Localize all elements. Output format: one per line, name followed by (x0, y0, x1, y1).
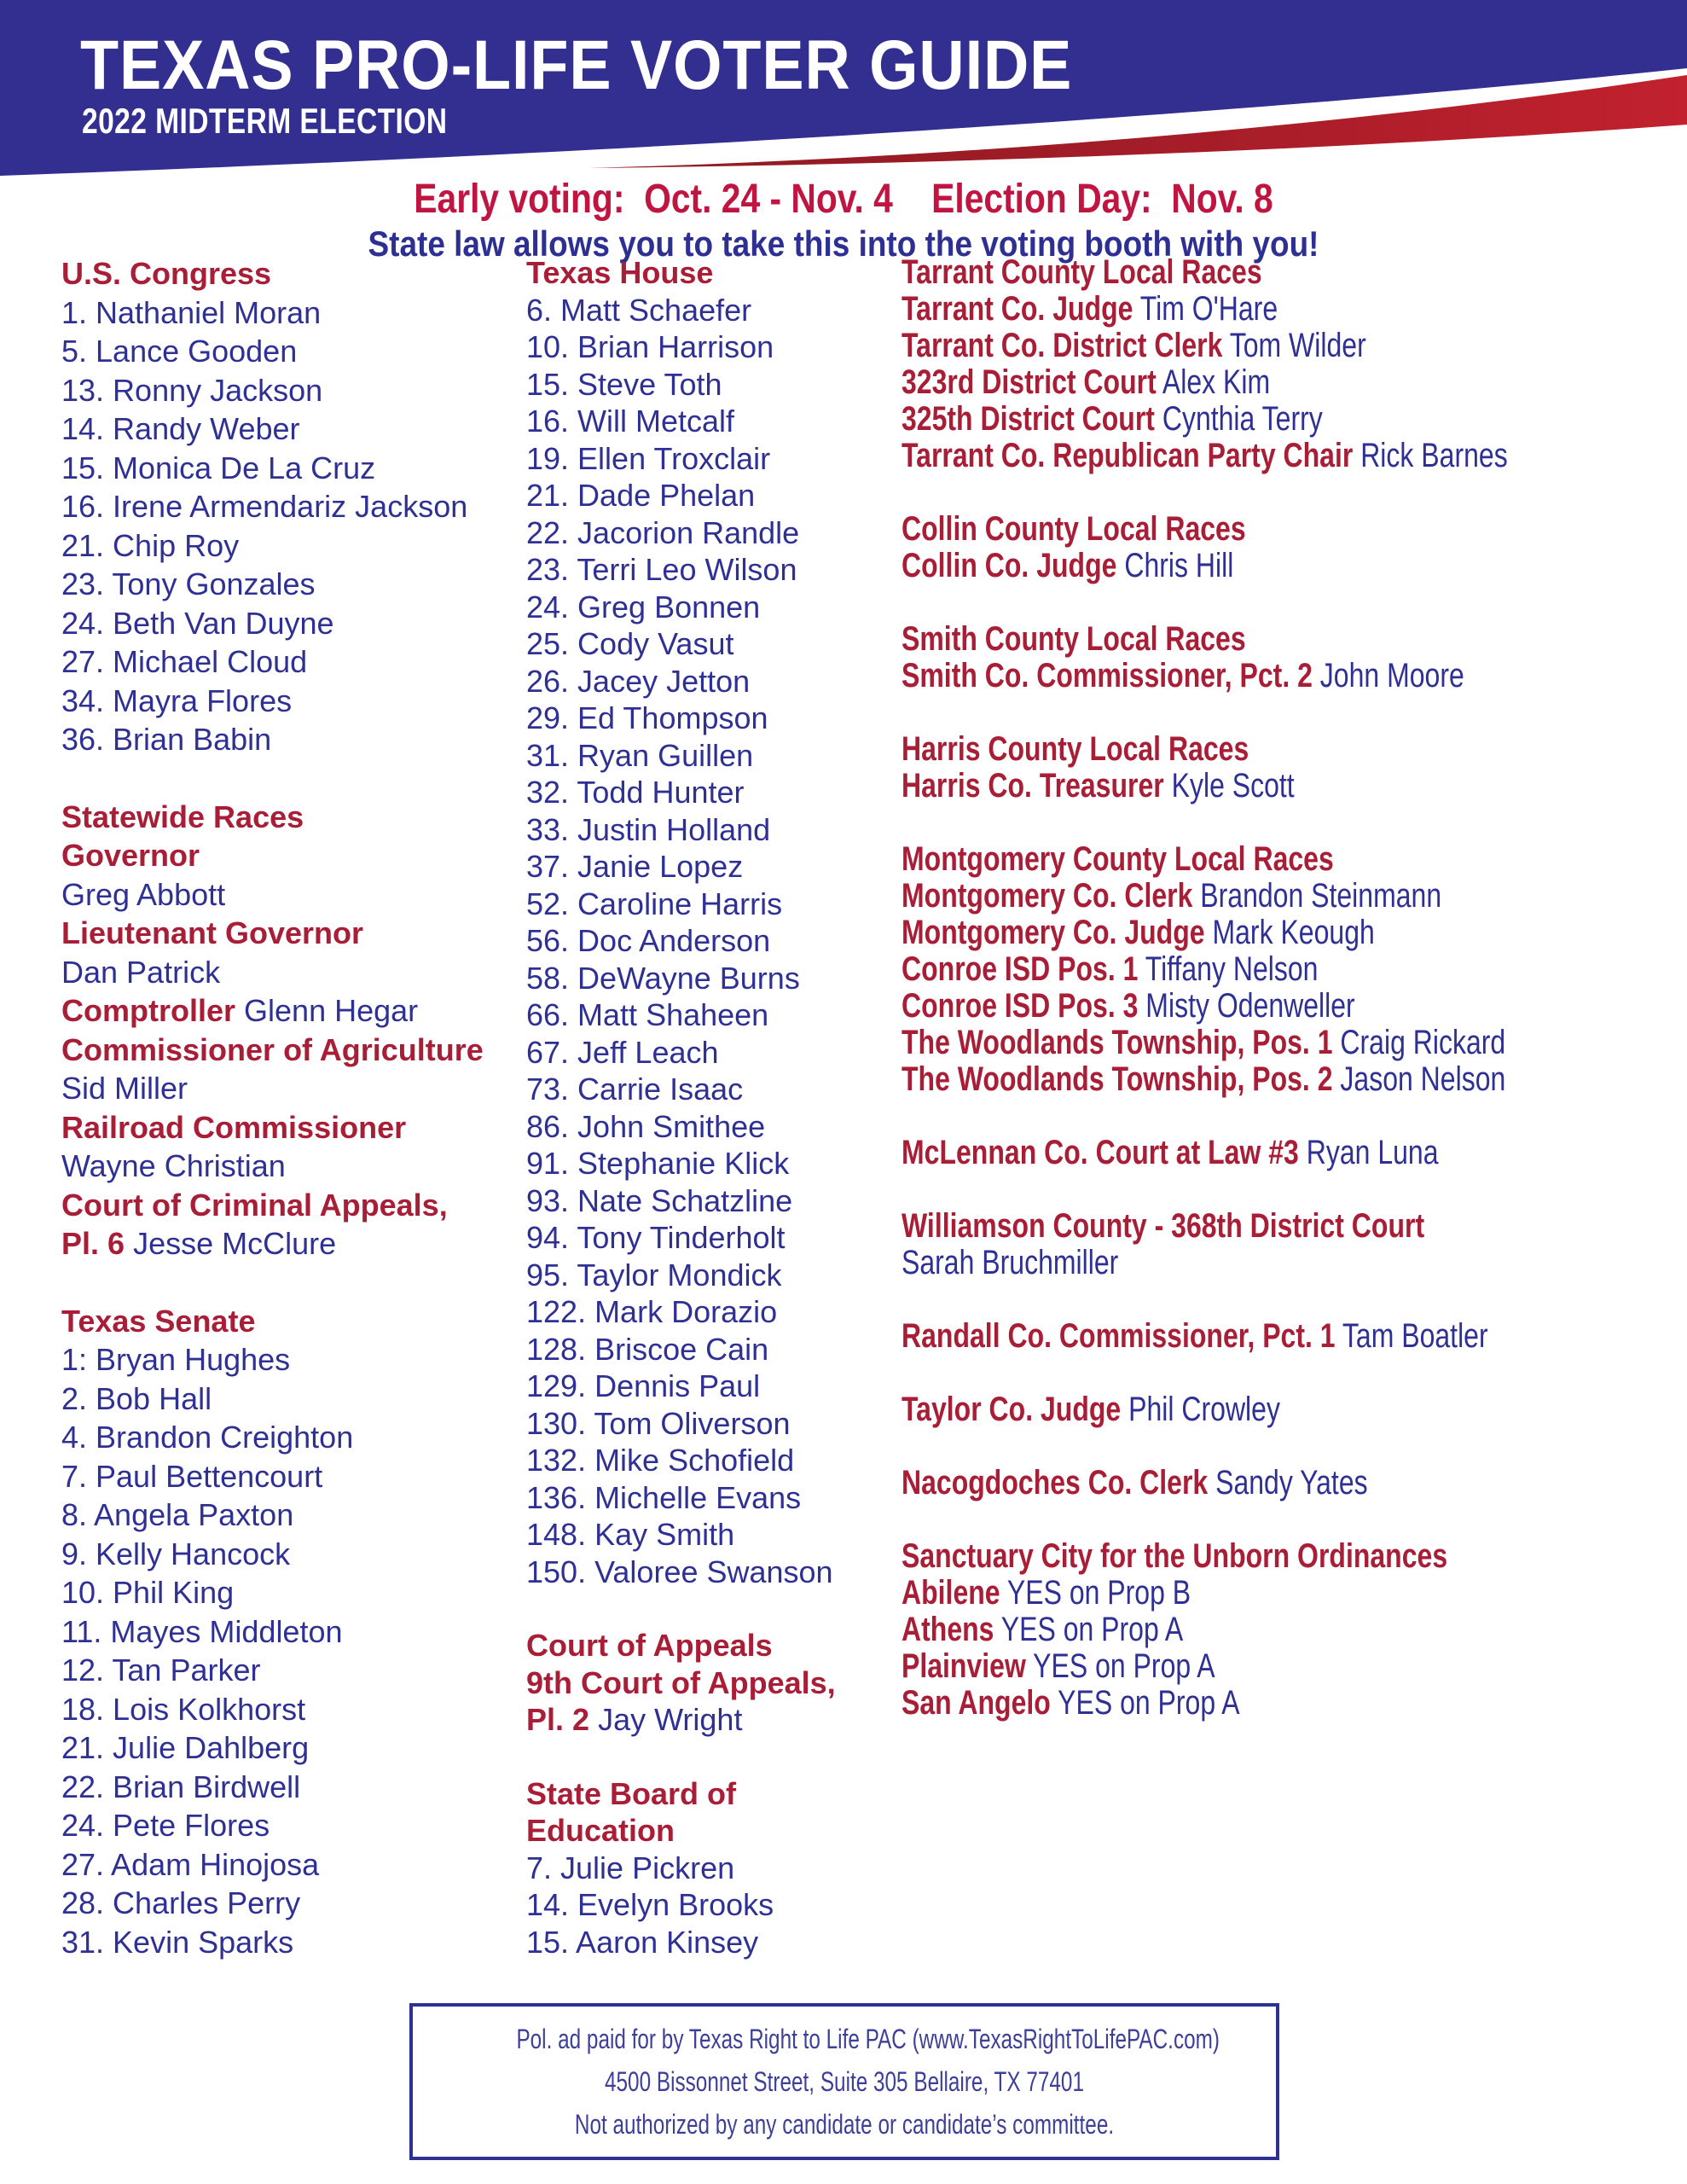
candidate-name: Tiffany Nelson (1145, 950, 1319, 988)
column-spacer (901, 1098, 1508, 1135)
guide-line (61, 1302, 484, 1341)
candidate-name: 32. Todd Hunter (526, 775, 745, 810)
candidate-name: 148. Kay Smith (526, 1517, 735, 1552)
guide-line (901, 658, 1508, 694)
guide-line (526, 1405, 836, 1443)
candidate-name: YES on Prop A (1000, 1611, 1184, 1648)
guide-line (901, 621, 1508, 658)
race-label: Montgomery Co. Clerk (901, 877, 1193, 915)
guide-line (526, 1479, 836, 1517)
candidate-name: 21. Chip Roy (61, 527, 240, 563)
race-label: 325th District Court (901, 400, 1155, 438)
race-label: Sanctuary City for the Unborn Ordinances (901, 1537, 1448, 1575)
race-label: Texas Senate (61, 1303, 256, 1339)
candidate-name: 150. Valoree Swanson (526, 1554, 833, 1589)
guide-line (61, 1690, 484, 1729)
guide-line (901, 1538, 1508, 1575)
candidate-name: Mark Keough (1212, 914, 1375, 951)
guide-line (61, 332, 484, 371)
guide-line (526, 403, 836, 440)
candidate-name: Sid Miller (61, 1071, 188, 1106)
candidate-name: 31. Ryan Guillen (526, 737, 754, 773)
guide-line (526, 1034, 836, 1072)
guide-line (901, 511, 1508, 548)
candidate-name: 9. Kelly Hancock (61, 1536, 291, 1571)
guide-line (61, 487, 484, 526)
guide-line (526, 1145, 836, 1182)
candidate-name: YES on Prop B (1006, 1574, 1191, 1612)
guide-line (901, 841, 1508, 878)
guide-line (61, 1031, 484, 1070)
candidate-name: Alex Kim (1162, 363, 1271, 401)
race-label: Abilene (901, 1574, 1000, 1612)
candidate-name: 27. Adam Hinojosa (61, 1846, 320, 1882)
guide-line (526, 1554, 836, 1591)
candidate-name: 52. Caroline Harris (526, 886, 783, 921)
guide-line (61, 1612, 484, 1652)
candidate-name: YES on Prop A (1033, 1647, 1215, 1685)
candidate-name: 22. Jacorion Randle (526, 514, 800, 550)
guide-line (61, 914, 484, 953)
candidate-name: Cynthia Terry (1162, 400, 1323, 438)
guide-line (61, 1768, 484, 1807)
candidate-name: Wayne Christian (61, 1148, 286, 1183)
race-label: Nacogdoches Co. Clerk (901, 1464, 1209, 1502)
guide-line (526, 1108, 836, 1146)
candidate-name: 21. Julie Dahlberg (61, 1730, 310, 1765)
candidate-name: Tom Wilder (1229, 327, 1366, 364)
guide-line (526, 1516, 836, 1554)
candidate-name: 33. Justin Holland (526, 811, 771, 847)
candidate-name: 13. Ronny Jackson (61, 372, 323, 408)
race-label: Tarrant County Local Races (901, 253, 1262, 291)
candidate-name: 37. Janie Lopez (526, 849, 744, 884)
candidate-name: 14. Randy Weber (61, 411, 300, 446)
guide-line (61, 875, 484, 915)
guide-line (901, 1612, 1508, 1648)
guide-line (61, 1457, 484, 1496)
guide-line (61, 1923, 484, 1962)
candidate-name: 93. Nate Schatzline (526, 1182, 793, 1218)
race-label: Montgomery Co. Judge (901, 914, 1205, 951)
guide-line (61, 604, 484, 643)
candidate-name: 34. Mayra Flores (61, 682, 293, 718)
candidate-name: John Moore (1319, 657, 1464, 694)
race-label: Smith County Local Races (901, 620, 1246, 658)
candidate-name: Jay Wright (598, 1702, 743, 1737)
candidate-name: Rick Barnes (1360, 437, 1508, 474)
race-label: State Board of (526, 1775, 737, 1811)
guide-line (61, 682, 484, 721)
candidate-name: Glenn Hegar (244, 993, 419, 1028)
race-label: McLennan Co. Court at Law #3 (901, 1134, 1299, 1171)
column-middle (526, 254, 836, 1960)
guide-line (526, 1071, 836, 1108)
guide-line (526, 886, 836, 923)
race-label: Montgomery County Local Races (901, 840, 1334, 878)
column-right (901, 254, 1659, 1722)
guide-line (61, 293, 484, 333)
guide-line (901, 1648, 1508, 1685)
race-label: Tarrant Co. Republican Party Chair (901, 437, 1354, 474)
candidate-name: Greg Abbott (61, 876, 226, 912)
column-spacer (901, 584, 1508, 621)
race-label: U.S. Congress (61, 256, 272, 291)
candidate-name: 129. Dennis Paul (526, 1368, 761, 1403)
guide-line (901, 1135, 1508, 1171)
disclaimer-line-1: Pol. ad paid for by Texas Right to Life PAC (www.TexasRightToLifePAC.com) (516, 2023, 1220, 2054)
candidate-name: 10. Phil King (61, 1575, 235, 1610)
disclaimer-box (409, 2003, 1279, 2160)
column-spacer (901, 1355, 1508, 1391)
guide-line (526, 589, 836, 626)
candidate-name: 91. Stephanie Klick (526, 1146, 790, 1181)
guide-line (61, 1108, 484, 1147)
candidate-name: 122. Mark Dorazio (526, 1294, 778, 1329)
candidate-name: 58. DeWayne Burns (526, 960, 800, 996)
guide-line (526, 1812, 836, 1850)
guide-line (901, 1208, 1508, 1245)
guide-line (61, 720, 484, 759)
race-label: Tarrant Co. Judge (901, 290, 1133, 328)
race-label: 9th Court of Appeals, (526, 1664, 836, 1700)
race-label: 323rd District Court (901, 363, 1157, 401)
guide-line (901, 1025, 1508, 1061)
candidate-name: 16. Irene Armendariz Jackson (61, 489, 468, 524)
candidate-name: 24. Beth Van Duyne (61, 605, 334, 641)
guide-line (61, 1535, 484, 1574)
guide-line (526, 1368, 836, 1405)
race-label: Tarrant Co. District Clerk (901, 327, 1223, 364)
guide-line (526, 960, 836, 997)
guide-line (61, 1186, 484, 1225)
race-label: Commissioner of Agriculture (61, 1031, 484, 1067)
candidate-name: Brandon Steinmann (1200, 877, 1442, 915)
guide-line (526, 514, 836, 552)
voting-booth-note: State law allows you to take this into the voting booth with you! (368, 224, 1319, 264)
guide-line (61, 565, 484, 604)
candidate-name: 11. Mayes Middleton (61, 1613, 343, 1649)
guide-line (526, 996, 836, 1034)
candidate-name: 67. Jeff Leach (526, 1034, 719, 1070)
candidate-name: 56. Doc Anderson (526, 923, 771, 958)
candidate-name: Tim O'Hare (1139, 290, 1278, 328)
candidate-name: 12. Tan Parker (61, 1653, 261, 1687)
guide-line (61, 798, 484, 837)
candidate-name: 14. Evelyn Brooks (526, 1887, 774, 1922)
race-label: Lieutenant Governor (61, 915, 364, 950)
guide-line (61, 371, 484, 410)
column-spacer (901, 1502, 1508, 1538)
guide-line (526, 1886, 836, 1924)
column-left (61, 254, 484, 1961)
candidate-name: 7. Julie Pickren (526, 1850, 735, 1885)
candidate-name: 18. Lois Kolkhorst (61, 1691, 306, 1727)
race-label: Governor (61, 838, 200, 873)
voting-dates-line: Early voting: Oct. 24 - Nov. 4 Election Day: Nov. 8 (414, 177, 1273, 222)
guide-line (61, 953, 484, 992)
guide-line (526, 663, 836, 700)
guide-line (526, 848, 836, 886)
guide-line (61, 1573, 484, 1612)
candidate-name: Ryan Luna (1306, 1134, 1439, 1171)
candidate-name: 1. Nathaniel Moran (61, 294, 322, 330)
guide-line (901, 548, 1508, 584)
guide-line (526, 1293, 836, 1331)
guide-line (526, 1627, 836, 1664)
race-label: Harris County Local Races (901, 730, 1249, 768)
candidate-name: 22. Brian Birdwell (61, 1769, 301, 1804)
candidate-name: 29. Ed Thompson (526, 700, 768, 735)
guide-line (526, 1664, 836, 1702)
guide-line (526, 1924, 836, 1961)
column-spacer (901, 694, 1508, 731)
guide-line (526, 737, 836, 775)
guide-line (61, 1496, 484, 1535)
guide-line (61, 836, 484, 875)
guide-line (901, 438, 1508, 474)
candidate-name: 25. Cody Vasut (526, 626, 734, 661)
guide-line (61, 1340, 484, 1380)
candidate-name: 86. John Smithee (526, 1108, 766, 1144)
race-label: Education (526, 1813, 675, 1848)
guide-line (61, 1884, 484, 1923)
column-spacer (61, 759, 484, 798)
candidate-name: Chris Hill (1124, 547, 1234, 584)
candidate-name: 15. Aaron Kinsey (526, 1924, 759, 1960)
race-label: Pl. 2 (526, 1702, 590, 1737)
candidate-name: 6. Matt Schaefer (526, 292, 752, 328)
candidate-name: 19. Ellen Troxclair (526, 440, 771, 476)
guide-line (901, 878, 1508, 915)
candidate-name: 4. Brandon Creighton (61, 1420, 354, 1455)
guide-line (526, 254, 836, 292)
race-label: Texas House (526, 255, 714, 290)
guide-line (901, 1391, 1508, 1428)
guide-line (526, 1219, 836, 1257)
candidate-name: Jesse McClure (133, 1226, 337, 1261)
candidate-name: 7. Paul Bettencourt (61, 1458, 323, 1494)
guide-line (901, 1575, 1508, 1612)
guide-line (901, 768, 1508, 804)
race-label: Railroad Commissioner (61, 1109, 407, 1145)
guide-line (901, 1318, 1508, 1355)
candidate-name: 130. Tom Oliverson (526, 1405, 791, 1441)
guide-line (61, 1728, 484, 1768)
guide-line (901, 988, 1508, 1025)
guide-line (61, 1069, 484, 1108)
header-banner (0, 0, 1687, 181)
race-label: Comptroller (61, 993, 236, 1028)
guide-line (901, 328, 1508, 364)
race-label: Pl. 6 (61, 1226, 125, 1261)
guide-line (526, 1850, 836, 1887)
candidate-name: Kyle Scott (1171, 767, 1295, 804)
guide-line (526, 774, 836, 811)
race-label: Collin County Local Races (901, 510, 1246, 548)
race-label: Athens (901, 1611, 994, 1648)
candidate-name: 31. Kevin Sparks (61, 1924, 294, 1960)
candidate-name: 23. Tony Gonzales (61, 566, 316, 601)
candidate-name: Craig Rickard (1340, 1024, 1506, 1061)
guide-line (526, 1442, 836, 1479)
race-label: The Woodlands Township, Pos. 1 (901, 1024, 1333, 1061)
candidate-name: 136. Michelle Evans (526, 1479, 802, 1515)
column-spacer (901, 1171, 1508, 1208)
race-label: Statewide Races (61, 799, 304, 834)
race-label: Collin Co. Judge (901, 547, 1117, 584)
candidate-name: 94. Tony Tinderholt (526, 1220, 786, 1255)
column-spacer (901, 804, 1508, 841)
guide-line (61, 1418, 484, 1457)
guide-line (901, 291, 1508, 328)
candidate-name: 36. Brian Babin (61, 722, 272, 757)
guide-line (526, 1331, 836, 1368)
guide-line (526, 477, 836, 514)
race-label: Randall Co. Commissioner, Pct. 1 (901, 1317, 1336, 1355)
candidate-name: 95. Taylor Mondick (526, 1257, 782, 1292)
guide-line (526, 551, 836, 589)
guide-line (526, 1257, 836, 1294)
guide-line (61, 254, 484, 293)
guide-line (526, 1182, 836, 1220)
candidate-name: 66. Matt Shaheen (526, 997, 769, 1032)
guide-line (526, 811, 836, 849)
guide-line (901, 1685, 1508, 1722)
candidate-name: 15. Monica De La Cruz (61, 450, 376, 485)
guide-line (61, 449, 484, 488)
guide-line (61, 642, 484, 682)
column-spacer (526, 1739, 836, 1775)
candidate-name: Sandy Yates (1215, 1464, 1368, 1502)
guide-line (526, 1775, 836, 1813)
guide-line (61, 1845, 484, 1885)
page-subtitle: 2022 MIDTERM ELECTION (82, 101, 448, 141)
race-label: Taylor Co. Judge (901, 1391, 1122, 1428)
candidate-name: 24. Greg Bonnen (526, 589, 761, 624)
guide-line (526, 922, 836, 960)
candidate-name: Sarah Bruchmiller (901, 1244, 1119, 1281)
guide-line (901, 364, 1508, 401)
guide-line (61, 1806, 484, 1845)
race-label: Conroe ISD Pos. 3 (901, 987, 1139, 1025)
candidate-name: 1: Bryan Hughes (61, 1342, 291, 1377)
guide-line (526, 440, 836, 478)
candidate-name: 26. Jacey Jetton (526, 663, 751, 699)
race-label: Smith Co. Commissioner, Pct. 2 (901, 657, 1313, 694)
guide-line (526, 366, 836, 404)
guide-line (901, 1465, 1508, 1502)
candidate-name: 27. Michael Cloud (61, 644, 308, 679)
guide-line (61, 526, 484, 566)
candidate-name: 16. Will Metcalf (526, 404, 735, 439)
candidate-name: 2. Bob Hall (61, 1380, 212, 1416)
candidate-name: 23. Terri Leo Wilson (526, 552, 797, 587)
guide-line (526, 328, 836, 366)
column-spacer (901, 1281, 1508, 1318)
guide-line (901, 401, 1508, 438)
guide-line (901, 1061, 1508, 1098)
candidate-name: 28. Charles Perry (61, 1885, 301, 1920)
disclaimer-line-2: 4500 Bissonnet Street, Suite 305 Bellaire, TX 77401 (605, 2065, 1084, 2097)
race-label: Court of Appeals (526, 1628, 773, 1663)
guide-line (61, 991, 484, 1031)
candidate-name: 5. Lance Gooden (61, 334, 298, 369)
disclaimer-line-3: Not authorized by any candidate or candidate’s committee. (574, 2108, 1115, 2140)
column-spacer (526, 1590, 836, 1627)
column-spacer (901, 1428, 1508, 1465)
guide-line (61, 1224, 484, 1263)
race-label: Plainview (901, 1647, 1026, 1685)
guide-line (526, 625, 836, 663)
guide-line (61, 1380, 484, 1419)
candidate-name: 73. Carrie Isaac (526, 1072, 744, 1107)
candidate-name: 132. Mike Schofield (526, 1443, 795, 1478)
race-label: Conroe ISD Pos. 1 (901, 950, 1139, 988)
race-label: Harris Co. Treasurer (901, 767, 1164, 804)
guide-line (901, 1245, 1508, 1281)
candidate-name: 15. Steve Toth (526, 366, 722, 402)
candidate-name: Tam Boatler (1342, 1317, 1488, 1355)
candidate-name: 8. Angela Paxton (61, 1497, 294, 1532)
race-label: Williamson County - 368th District Court (901, 1207, 1425, 1245)
column-spacer (61, 1263, 484, 1302)
guide-line (526, 292, 836, 329)
guide-line (61, 1147, 484, 1186)
candidate-name: Phil Crowley (1128, 1391, 1280, 1428)
guide-line (61, 410, 484, 449)
candidate-name: Jason Nelson (1340, 1060, 1506, 1098)
candidate-name: Misty Odenweller (1145, 987, 1355, 1025)
candidate-name: 24. Pete Flores (61, 1808, 270, 1843)
guide-line (901, 254, 1508, 291)
candidate-name: 21. Dade Phelan (526, 478, 756, 513)
candidate-name: 128. Briscoe Cain (526, 1331, 769, 1367)
guide-line (526, 1701, 836, 1739)
column-spacer (901, 474, 1508, 511)
candidate-name: YES on Prop A (1058, 1684, 1240, 1722)
guide-line (901, 731, 1508, 768)
guide-line (526, 700, 836, 737)
candidate-name: 10. Brian Harrison (526, 329, 774, 364)
race-label: San Angelo (901, 1684, 1051, 1722)
race-label: Court of Criminal Appeals, (61, 1187, 448, 1223)
race-label: The Woodlands Township, Pos. 2 (901, 1060, 1333, 1098)
guide-line (901, 951, 1508, 988)
guide-line (61, 1651, 484, 1690)
page-title: TEXAS PRO-LIFE VOTER GUIDE (80, 26, 1073, 104)
guide-line (901, 915, 1508, 951)
candidate-name: Dan Patrick (61, 954, 221, 990)
